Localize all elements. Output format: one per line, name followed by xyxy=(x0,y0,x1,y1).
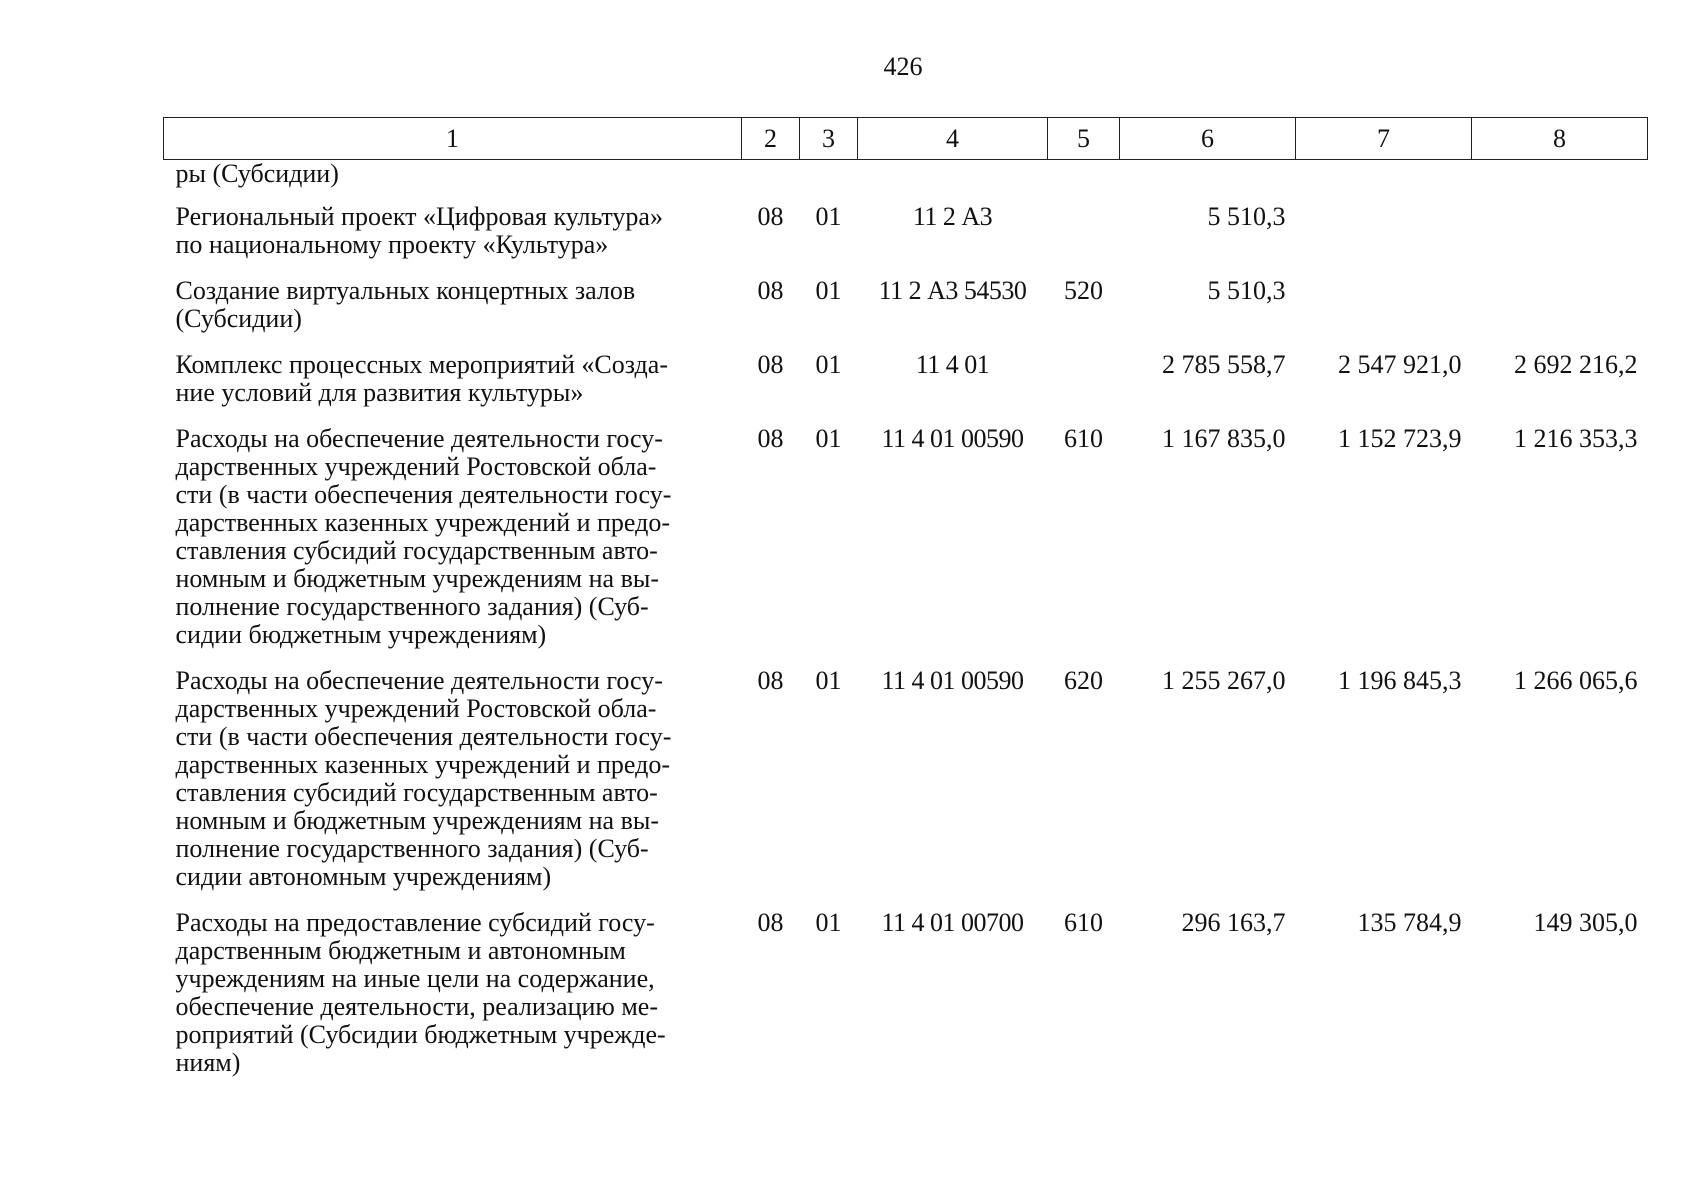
row-sum-3: 1 266 065,6 xyxy=(1514,666,1638,695)
row-expense-type xyxy=(1048,160,1120,195)
row-section: 08 xyxy=(757,202,784,231)
budget-table xyxy=(163,117,1648,1086)
table-row xyxy=(164,160,1648,195)
row-target: 11 2 А3 xyxy=(912,202,993,231)
row-expense-type: 620 xyxy=(1064,666,1103,695)
row-target: 11 4 01 00590 xyxy=(881,424,1024,453)
row-expense-type xyxy=(1048,342,1120,416)
row-subsection: 01 xyxy=(815,666,842,695)
row-sum-1 xyxy=(1120,160,1296,195)
row-target xyxy=(858,160,1048,195)
row-subsection: 01 xyxy=(815,424,842,453)
table-row xyxy=(164,194,1648,268)
table-row xyxy=(164,268,1648,342)
row-name: Расходы на обеспечение деятельности госу- дарственных учреждений Ростовской обла- сти (в части обеспечения деятельности госу- дарственных казенных учреждений и предо- ставления субсидий государственным авто- номным и бюджетным учреждениям на вы- полнение государственного задания) (Суб- сидии автономным учреждениям) xyxy=(175,666,672,891)
column-header-name: 1 xyxy=(164,118,742,160)
row-sum-2: 2 547 921,0 xyxy=(1338,350,1462,379)
row-sum-3: 2 692 216,2 xyxy=(1514,350,1638,379)
row-name: ры (Субсидии) xyxy=(175,159,339,188)
row-name: Комплекс процессных мероприятий «Созда- ние условий для развития культуры» xyxy=(175,350,668,407)
row-section xyxy=(742,160,800,195)
row-subsection: 01 xyxy=(815,350,842,379)
row-expense-type: 520 xyxy=(1064,276,1103,305)
row-sum-3 xyxy=(1472,160,1648,195)
row-sum-1: 1 167 835,0 xyxy=(1162,424,1286,453)
row-sum-1: 296 163,7 xyxy=(1181,908,1286,937)
table-row xyxy=(164,658,1648,900)
column-header-sum-1: 6 xyxy=(1120,118,1296,160)
table-row xyxy=(164,416,1648,658)
row-sum-2: 1 196 845,3 xyxy=(1338,666,1462,695)
row-subsection: 01 xyxy=(815,276,842,305)
row-section: 08 xyxy=(757,350,784,379)
row-target: 11 4 01 xyxy=(915,350,990,379)
row-expense-type: 610 xyxy=(1064,424,1103,453)
column-header-sum-2: 7 xyxy=(1296,118,1472,160)
row-sum-3 xyxy=(1472,268,1648,342)
row-sum-1: 2 785 558,7 xyxy=(1162,350,1286,379)
table-header-row xyxy=(164,118,1648,160)
row-expense-type: 610 xyxy=(1064,908,1103,937)
row-sum-3 xyxy=(1472,194,1648,268)
row-target: 11 4 01 00700 xyxy=(881,908,1024,937)
row-section: 08 xyxy=(757,666,784,695)
row-sum-1: 1 255 267,0 xyxy=(1162,666,1286,695)
row-section: 08 xyxy=(757,908,784,937)
row-sum-1: 5 510,3 xyxy=(1207,276,1286,305)
row-sum-3: 1 216 353,3 xyxy=(1514,424,1638,453)
page-number: 426 xyxy=(883,52,923,81)
row-section: 08 xyxy=(757,424,784,453)
table-row xyxy=(164,900,1648,1086)
row-section: 08 xyxy=(757,276,784,305)
row-sum-2: 1 152 723,9 xyxy=(1338,424,1462,453)
row-sum-2: 135 784,9 xyxy=(1357,908,1462,937)
column-header-target: 4 xyxy=(858,118,1048,160)
column-header-section: 2 xyxy=(742,118,800,160)
row-target: 11 4 01 00590 xyxy=(881,666,1024,695)
row-name: Региональный проект «Цифровая культура» по национальному проекту «Культура» xyxy=(175,202,663,259)
row-name: Расходы на предоставление субсидий госу- дарственным бюджетным и автономным учреждениям на иные цели на содержание, обеспечение деятельности, реализацию ме- роприятий (Субсидии бюджетным учрежде- ниям) xyxy=(175,908,666,1077)
row-name: Расходы на обеспечение деятельности госу- дарственных учреждений Ростовской обла- сти (в части обеспечения деятельности госу- дарственных казенных учреждений и предо- ставления субсидий государственным авто- номным и бюджетным учреждениям на вы- полнение государственного задания) (Суб- сидии бюджетным учреждениям) xyxy=(175,424,672,649)
column-header-expense-type: 5 xyxy=(1048,118,1120,160)
column-header-subsection: 3 xyxy=(800,118,858,160)
row-sum-2 xyxy=(1296,194,1472,268)
row-subsection xyxy=(800,160,858,195)
row-subsection: 01 xyxy=(815,202,842,231)
row-name: Создание виртуальных концертных залов (Субсидии) xyxy=(175,276,636,333)
row-subsection: 01 xyxy=(815,908,842,937)
row-sum-1: 5 510,3 xyxy=(1207,202,1286,231)
row-target: 11 2 А3 54530 xyxy=(878,276,1027,305)
table-row xyxy=(164,342,1648,416)
row-sum-2 xyxy=(1296,160,1472,195)
row-sum-2 xyxy=(1296,268,1472,342)
row-expense-type xyxy=(1048,194,1120,268)
column-header-sum-3: 8 xyxy=(1472,118,1648,160)
row-sum-3: 149 305,0 xyxy=(1533,908,1638,937)
